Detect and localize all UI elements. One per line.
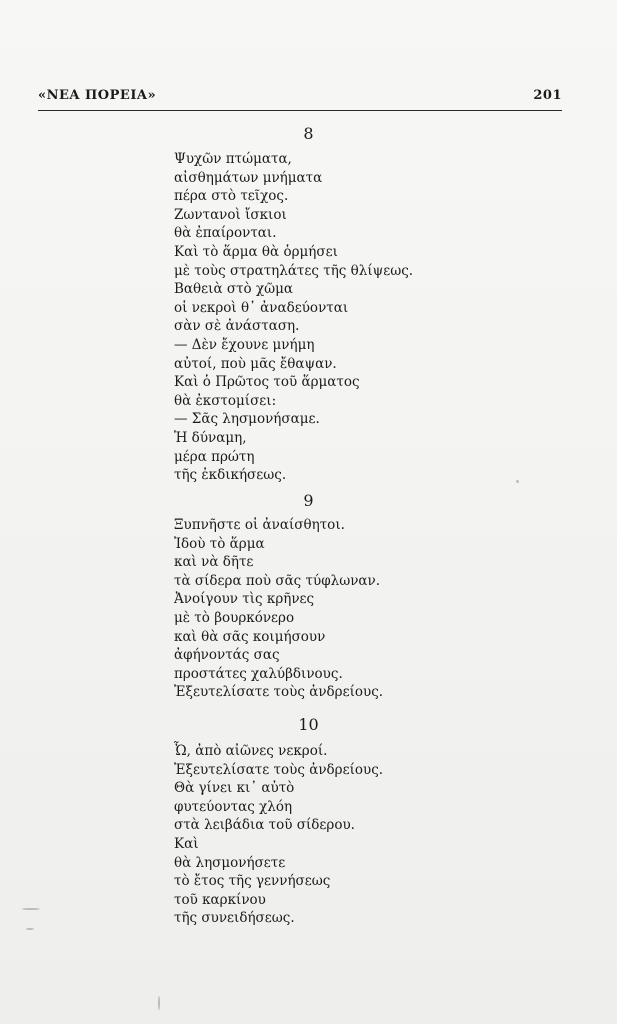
poem-line: θὰ ἐκστομίσει: (174, 392, 277, 409)
poem-line: Ζωντανοὶ ἴσκιοι (174, 206, 287, 223)
poem-line: ἀφήνοντάς σας (174, 647, 280, 664)
poem-section-8 (174, 150, 413, 485)
poem-line: μὲ τὸ βουρκόνερο (174, 609, 295, 626)
section-number-10: 10 (298, 715, 319, 734)
poem-line: Ἡ δύναμη, (174, 429, 247, 446)
poem-line: — Δὲν ἔχουνε μνήμη (174, 336, 315, 353)
poem-line: καὶ νὰ δῆτε (174, 554, 254, 571)
poem-line: Καὶ τὸ ἅρμα θὰ ὁρμήσει (174, 243, 338, 260)
poem-line: μὲ τοὺς στρατηλάτες τῆς θλίψεως. (174, 262, 414, 279)
poem-line: Καὶ ὁ Πρῶτος τοῦ ἅρματος (174, 374, 360, 391)
poem-section-10 (174, 742, 383, 928)
poem-line: θὰ λησμονήσετε (174, 854, 286, 871)
poem-line: αὐτοί, ποὺ μᾶς ἔθαψαν. (174, 355, 337, 372)
poem-line: Ἀνοίγουν τὶς κρῆνες (174, 591, 315, 608)
header-rule (38, 110, 562, 111)
scan-mark (26, 928, 34, 930)
poem-line: Ὦ, ἀπὸ αἰῶνες νεκροί. (174, 743, 328, 759)
section-number-9: 9 (303, 491, 314, 510)
poem-line: Θὰ γίνει κι᾽ αὐτὸ (174, 780, 295, 797)
scan-mark (22, 908, 40, 910)
poem-line: οἱ νεκροὶ θ᾽ ἀναδεύονται (174, 299, 349, 316)
poem-line: σὰν σὲ ἀνάσταση. (174, 318, 300, 335)
scan-mark (516, 480, 519, 483)
poem-line: Ψυχῶν πτώματα, (174, 151, 292, 167)
poem-line: καὶ θὰ σᾶς κοιμήσουν (174, 628, 326, 645)
poem-line: — Σᾶς λησμονήσαμε. (174, 411, 320, 428)
poem-line: Ἰδοὺ τὸ ἅρμα (174, 535, 265, 552)
poem-line: Καὶ (174, 835, 199, 852)
poem-line: τὸ ἔτος τῆς γεννήσεως (174, 873, 331, 890)
poem-line: Ἐξευτελίσατε τοὺς ἀνδρείους. (174, 684, 384, 701)
poem-section-9 (174, 516, 383, 702)
poem-line: Ξυπνῆστε οἱ ἀναίσθητοι. (174, 517, 345, 533)
poem-line: τὰ σίδερα ποὺ σᾶς τύφλωναν. (174, 572, 381, 589)
journal-title: «ΝΕΑ ΠΟΡΕΙΑ» (38, 88, 157, 103)
poem-line: τῆς ἐκδικήσεως. (174, 467, 287, 484)
poem-line: αἰσθημάτων μνήματα (174, 169, 323, 186)
poem-line: τοῦ καρκίνου (174, 891, 266, 908)
poem-line: πέρα στὸ τεῖχος. (174, 188, 289, 205)
poem-line: Ἐξευτελίσατε τοὺς ἀνδρείους. (174, 761, 384, 778)
running-header (38, 88, 562, 110)
poem-line: φυτεύοντας χλόη (174, 798, 293, 815)
page-number: 201 (533, 88, 562, 103)
poem-line: προστάτες χαλύβδινους. (174, 665, 343, 682)
section-number-8: 8 (303, 124, 314, 143)
poem-line: Βαθειὰ στὸ χῶμα (174, 281, 294, 298)
poem-line: τῆς συνειδήσεως. (174, 910, 295, 927)
poem-line: θὰ ἐπαίρονται. (174, 225, 277, 242)
poem-line: στὰ λειβάδια τοῦ σίδερου. (174, 817, 355, 834)
poem-line: μέρα πρώτη (174, 448, 255, 465)
scan-mark (158, 996, 160, 1010)
